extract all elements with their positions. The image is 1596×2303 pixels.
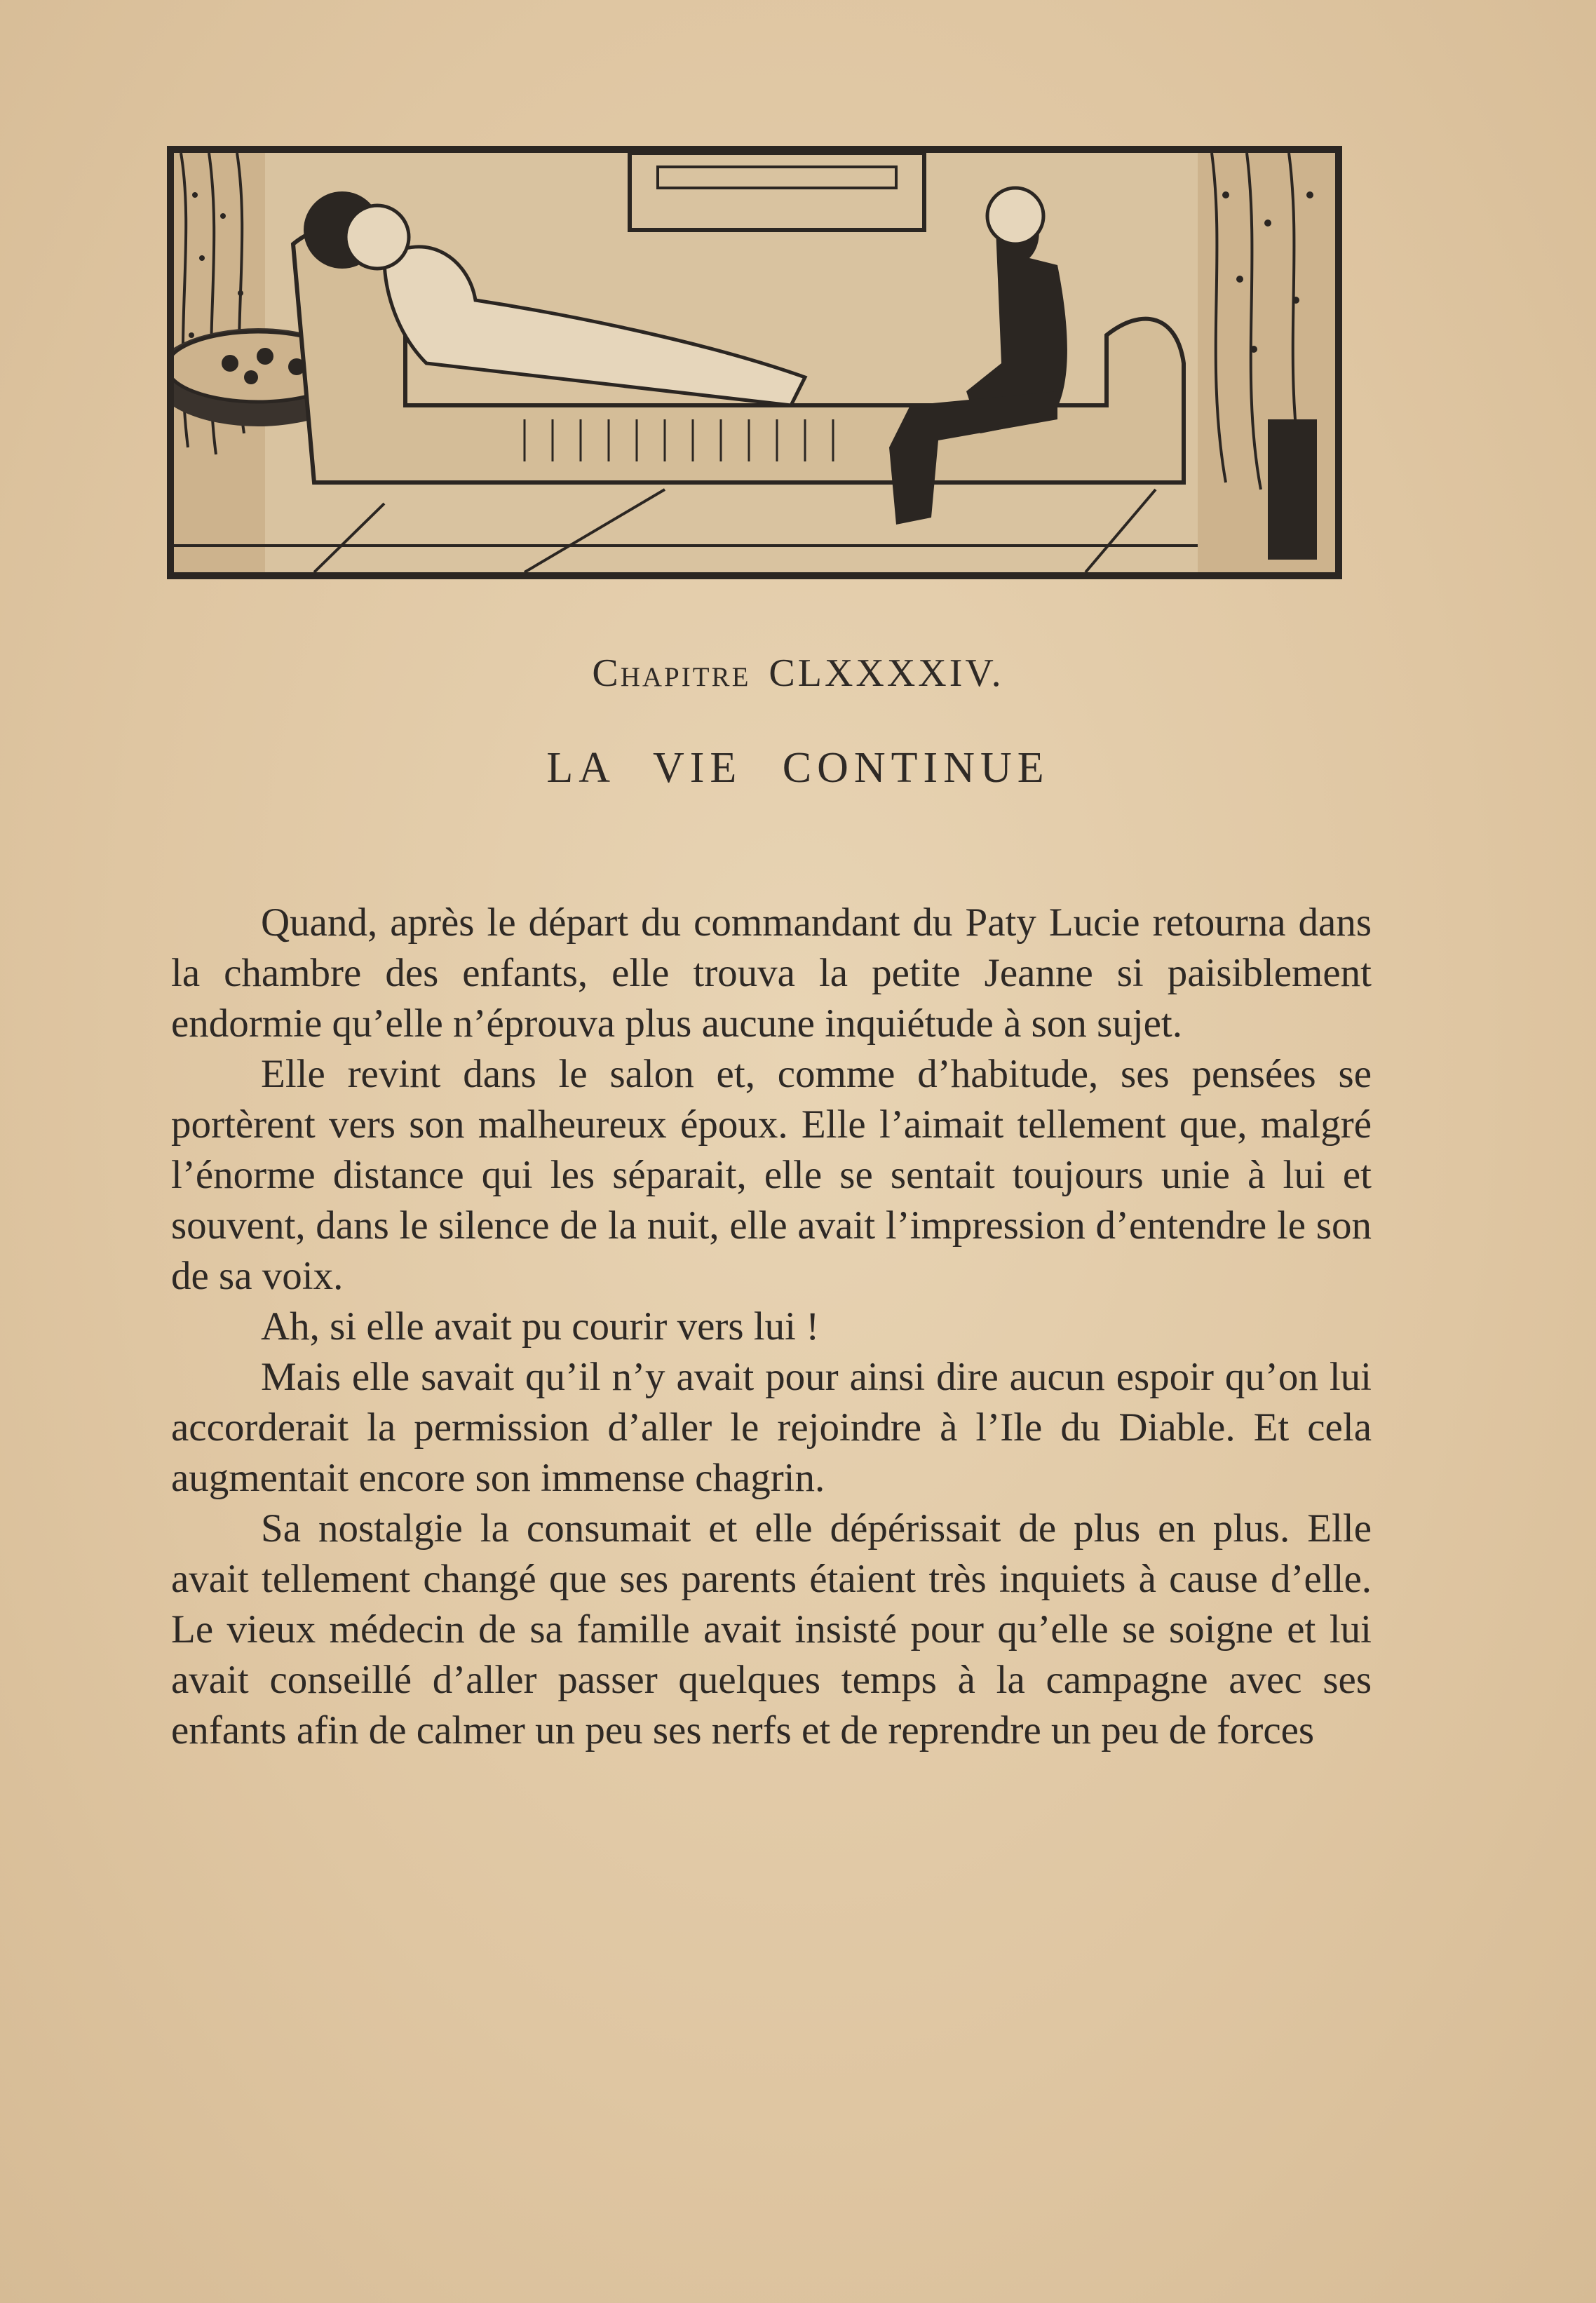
paragraph: Elle revint dans le salon et, comme d’habitude, ses pensées se portèrent vers son malheureux époux. Elle l’aimait tellement que, malgré l’énorme distance qui les séparait, elle se sentait toujours unie à lui et souvent, dans le silence de la nuit, elle avait l’impression d’entendre le son de sa voix.: [171, 1052, 1372, 1298]
chapter-number: CLXXXXIV.: [769, 651, 1004, 695]
chapter-title: LA VIE CONTINUE: [546, 744, 1050, 792]
paragraph: Mais elle savait qu’il n’y avait pour ainsi dire aucun espoir qu’on lui accorderait la permission d’aller le rejoindre à l’Ile du Diable. Et cela augmentait encore son immense chagrin.: [171, 1355, 1372, 1500]
body-text: [171, 898, 1372, 1756]
paragraph: Ah, si elle avait pu courir vers lui !: [261, 1304, 820, 1349]
engraving-illustration-icon: [167, 146, 1342, 579]
illustration-drawing: [174, 153, 1335, 572]
chapter-label: Chapitre: [592, 651, 751, 695]
paragraph: Quand, après le départ du commandant du Paty Lucie retourna dans la chambre des enfants, elle trouva la petite Jeanne si paisiblement endormie qu’elle n’éprouva plus aucune inquiétude à son sujet.: [171, 900, 1372, 1046]
paragraph: Sa nostalgie la consumait et elle dépérissait de plus en plus. Elle avait tellement changé que ses parents étaient très inquiets à cause d’elle. Le vieux médecin de sa famille avait insisté pour qu’elle se soigne et lui avait conseillé d’aller passer quelques temps à la campagne avec ses enfants afin de calmer un peu ses nerfs et de reprendre un peu de forces: [171, 1506, 1372, 1752]
chapter-heading: [0, 651, 1596, 696]
